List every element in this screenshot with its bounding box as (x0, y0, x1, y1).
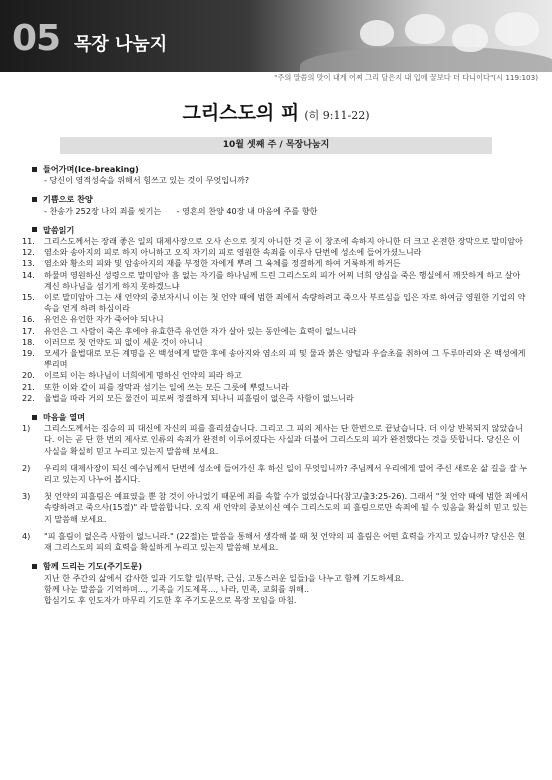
week-banner: 10월 셋째 주 / 목장나눔지 (60, 137, 492, 154)
reading-section (22, 225, 530, 404)
sheep-image (405, 14, 445, 44)
content-body (22, 164, 530, 614)
section-heading (22, 412, 530, 423)
prayer-section (22, 561, 530, 606)
question-number: 1) (22, 423, 31, 434)
question-item (22, 491, 530, 525)
sheep-image (452, 24, 488, 52)
verse-number: 11. (22, 236, 35, 247)
verse-row (22, 326, 530, 337)
header-banner (0, 0, 552, 72)
section-heading (22, 194, 530, 205)
verse-text: 또한 이와 같이 피를 장막과 섬기는 일에 쓰는 모든 그릇에 뿌렸느니라 (44, 381, 289, 392)
verse-text: 이르되 이는 하나님이 너희에게 명하신 언약의 피라 하고 (44, 370, 242, 381)
section-number-text: 05 (12, 18, 61, 59)
verse-row (22, 348, 530, 370)
question-item (22, 463, 530, 485)
bullet-icon (32, 227, 37, 232)
section-title: 목장 나눔지 (74, 34, 168, 55)
question-item (22, 423, 530, 457)
header-verse: "주의 말씀의 맛이 내게 어찌 그리 달은지 내 입에 꿀보다 더 다니이다"(시 119:103) (274, 73, 538, 82)
sheep-image (495, 12, 539, 46)
verse-number: 17. (22, 325, 35, 336)
verse-text: 염소와 송아지의 피로 하지 아니하고 오직 자기의 피로 영원한 속죄를 이루사 단번에 성소에 들어가셨느니라 (44, 247, 422, 258)
lesson-reference: (히 9:11-22) (304, 109, 370, 122)
question-text: 그리스도께서는 짐승의 피 대신에 자신의 피를 흘리셨습니다. 그리고 그 피의 제사는 단 한번으로 끝났습니다. 더 이상 반복되지 않았습니다. 이는 곧 단 한 번의 제사로 인류의 속죄가 완전히 이루어졌다는 사실과 더불어 그리스도의 피가 완전했다는 것을 뜻합니다. 당신은 이 사실을 확실히 믿고 누리고 있는지 말씀해 보세요. (44, 423, 523, 456)
verse-number: 20. (22, 370, 35, 381)
hill-decoration (300, 46, 552, 72)
verse-number: 19. (22, 348, 35, 359)
section-heading (22, 561, 530, 572)
question-number: 2) (22, 462, 31, 473)
question-text: "피 흘림이 없은즉 사함이 없느니라." (22절)는 말씀을 통해서 생각해 볼 때 첫 언약의 피 흘림은 어떤 효력을 가지고 있습니까? 당신은 현재 그리스도의 피의 효력을 확실하게 누리고 있는지 말씀해 보세요. (44, 530, 526, 553)
prayer-line: 지난 한 주간의 삶에서 감사한 일과 기도할 일(부탁, 근심, 고통스러운 일들)을 나누고 함께 기도하세요. (44, 572, 405, 583)
bullet-icon (32, 167, 37, 172)
section-heading (22, 164, 530, 175)
praise-section (22, 194, 530, 216)
verse-number: 16. (22, 314, 35, 325)
question-item (22, 531, 530, 553)
bullet-icon (32, 197, 37, 202)
icebreaking-heading: 들어가며(Ice-breaking) (43, 164, 139, 174)
prayer-line: 함께 나눈 말씀을 기억하며..., 기족을 기도제목..., 나라, 민족, 교회를 위해.. (44, 583, 310, 594)
verse-number: 14. (22, 269, 35, 280)
verse-text: 염소와 황소의 피와 및 암송아지의 재를 부정한 자에게 뿌려 그 육체를 정결하게 하여 거룩하게 하거든 (44, 258, 401, 269)
bullet-icon (32, 415, 37, 420)
verse-number: 21. (22, 381, 35, 392)
lesson-title-block (0, 98, 552, 125)
verse-row (22, 337, 530, 348)
verse-row (22, 382, 530, 393)
verse-row (22, 370, 530, 381)
question-text: 우리의 대제사장이 되신 예수님께서 단번에 성소에 들어가신 후 하신 일이 무엇입니까? 주님께서 우리에게 열어 주신 새로운 삶 길을 잘 누리고 있는지 나누어 봅시다. (44, 462, 528, 485)
verse-row (22, 314, 530, 325)
verse-text: 모세가 율법대로 모든 계명을 온 백성에게 말한 후에 송아지와 염소의 피 및 물과 붉은 양털과 우슬초를 취하여 그 두루마리와 온 백성에게 뿌리며 (44, 348, 526, 370)
icebreaking-section (22, 164, 530, 186)
verse-text: 그리스도께서는 장래 좋은 일의 대제사장으로 오사 손으로 짓지 아니한 것 곧 이 창조에 속하지 아니한 더 크고 온전한 장막으로 말미암아 (44, 236, 523, 247)
prayer-heading: 함께 드리는 기도(주기도문) (43, 561, 143, 572)
verse-text: 하물며 영원하신 성령으로 말미암아 흠 없는 자기를 하나님께 드린 그리스도의 피가 어찌 너희 양심을 죽은 행실에서 깨끗하게 하고 살아 계신 하나님을 섬기게 하지 못하겠느냐 (44, 269, 521, 291)
verse-text: 유언은 그 사람이 죽은 후에야 유효한즉 유언한 자가 살아 있는 동안에는 효력이 없느니라 (44, 325, 357, 336)
verse-row (22, 236, 530, 247)
verse-row (22, 393, 530, 404)
reading-heading: 말씀읽기 (43, 224, 75, 235)
question-text: 첫 언약의 피흘림은 예표였을 뿐 참 것이 아니었기 때문에 죄를 속할 수가 없었습니다(참고/출3:25-26). 그래서 "첫 언약 때에 범한 죄에서 속량하려고 죽으사(15절)" 라 말씀합니다. 오직 새 언약의 중보이신 예수 그리스도의 피 흘림으로만 속죄에 될 수 있음을 확실히 믿고 있는지 말씀해 보세요. (44, 491, 528, 524)
verse-row (22, 270, 530, 292)
verse-row (22, 258, 530, 269)
sheep-image (360, 20, 394, 46)
open-heart-heading: 마음을 열며 (43, 412, 85, 423)
praise-text: - 찬송가 252장 나의 죄를 씻기는 - 영혼의 찬양 40장 내 마음에 주를 향한 (44, 205, 318, 216)
question-number: 3) (22, 491, 31, 502)
verse-text: 율법을 따라 거의 모든 물건이 피로써 정결하게 되나니 피흘림이 없은즉 사함이 없느니라 (44, 392, 354, 403)
section-heading (22, 225, 530, 236)
prayer-line: 합심기도 후 인도자가 마무리 기도한 후 주기도문으로 목장 모임을 마침. (44, 594, 297, 605)
lesson-title: 그리스도의 피 (182, 102, 300, 124)
verse-row (22, 247, 530, 258)
verse-number: 15. (22, 292, 35, 303)
open-heart-section (22, 412, 530, 553)
bullet-icon (32, 564, 37, 569)
verse-text: 유언은 유언한 자가 죽어야 되나니 (44, 314, 164, 325)
praise-heading: 기쁨으로 찬양 (43, 194, 93, 205)
verse-number: 22. (22, 392, 35, 403)
verse-number: 18. (22, 336, 35, 347)
question-number: 4) (22, 530, 31, 541)
verse-text: 이러므로 첫 언약도 피 없이 세운 것이 아니니 (44, 336, 203, 347)
verse-row (22, 292, 530, 314)
verse-number: 13. (22, 258, 35, 269)
verse-text: 이로 말미암아 그는 새 언약의 중보자시니 이는 첫 언약 때에 범한 죄에서 속량하려고 죽으사 부르심을 입은 자로 하여금 영원한 기업의 약속을 얻게 하려 하심이라 (44, 292, 526, 314)
icebreaking-text: - 당신이 영적성숙을 위해서 힘쓰고 있는 것이 무엇입니까? (44, 175, 250, 186)
verse-number: 12. (22, 247, 35, 258)
section-number (12, 18, 60, 59)
